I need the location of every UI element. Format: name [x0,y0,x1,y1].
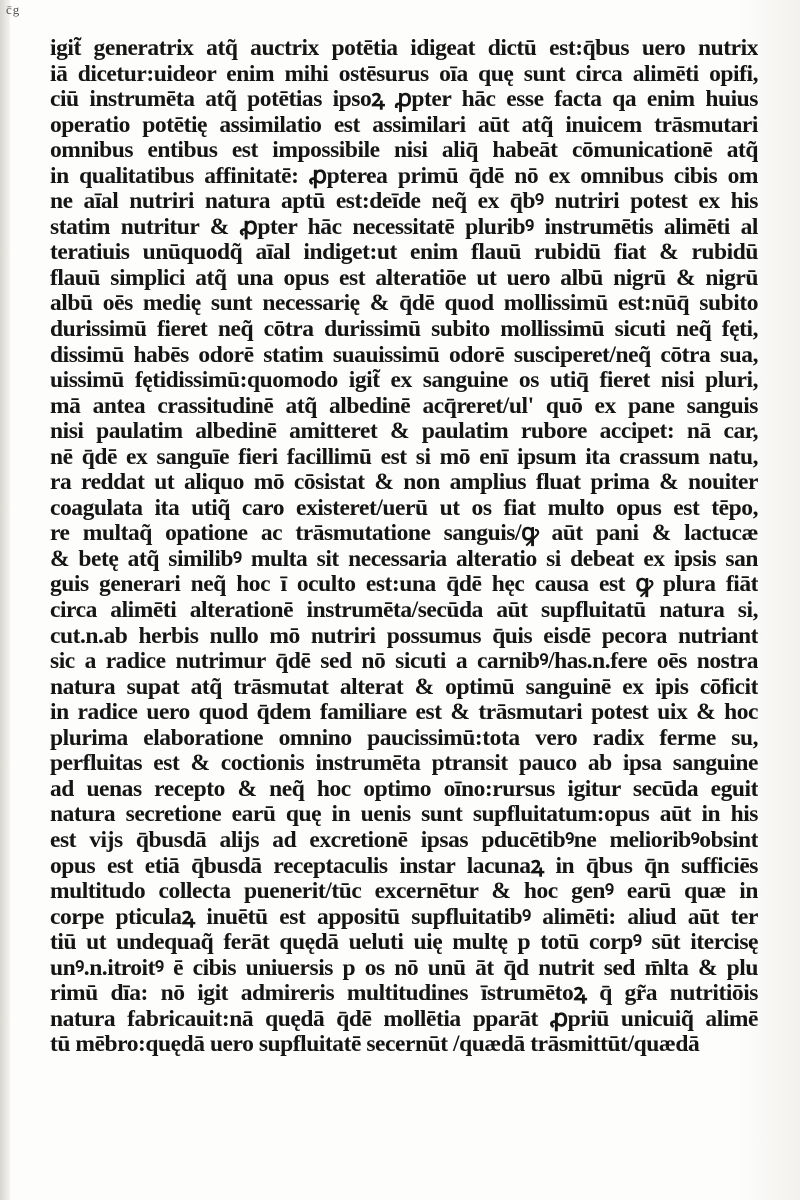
text-line: tū mēbro:quędā uero supfluitatē secernūt /quædā trāsmittūt/quædā [50,1032,700,1058]
text-line: plurima elaboratione omnino paucissimū:tota vero radix ferme su, [50,725,758,751]
text-line: natura fabricauit:nā quędā q̄dē mollētia pparāt ꝓpriū unicuiq̃ alimē [50,1006,758,1032]
text-line: ad uenas recepto & neq̃ hoc optimo oīno:rursus igitur secūda eguit [50,776,758,802]
text-line: opus est etiā q̄busdā receptaculis instar lacunaꝝ in q̄bus q̄n sufficiēs [50,853,758,879]
text-line: ne aīal nutriri natura aptū est:deīde neq̃ ex q̄bꝰ nutriri potest ex his [50,189,758,215]
text-line: statim nutritur & ꝓpter hāc necessitatē pluribꝰ instrumētis alimēti al [50,214,758,240]
text-line: guis generari neq̃ hoc ī oculto est:una q̄dē hęc causa est ꝙ plura fiāt [50,572,758,598]
text-line: ciū instrumēta atq̃ potētias ipsoꝝ ꝓpter hāc esse facta qa enim huius [50,87,758,113]
text-line: in qualitatibus affinitatē: ꝓpterea primū q̄dē nō ex omnibus cibis om [50,163,758,189]
text-line: cut.n.ab herbis nullo mō nutriri possumus q̄uis eisdē pecora nutriant [50,623,758,649]
text-line: nē q̄dē ex sanguīe fieri facillimū est si mō enī ipsum ita crassum natu, [50,444,758,470]
text-line: igit̃ generatrix atq̃ auctrix potētia idigeat dictū est:q̄bus uero nutrix [50,36,758,61]
text-line: rimū dīa: nō igit admireris multitudines īstrumētoꝝ q̄ gr̃a nutritiōis [50,981,758,1007]
text-line: teratiuis unūquodq̃ aīal indiget:ut enim flauū rubidū fiat & rubidū [50,240,758,266]
text-line: corpe pticulaꝝ inuētū est appositū supfluitatibꝰ alimēti: aliud aūt ter [50,904,758,930]
text-line: sic a radice nutrimur q̄dē sed nō sicuti a carnibꝰ/has.n.fere oēs nostra [50,649,758,675]
text-line: durissimū fieret neq̃ cōtra durissimū subito mollissimū sicuti neq̃ fęti, [50,317,758,343]
text-line: unꝰ.n.itroitꝰ ē cibis uniuersis p os nō unū āt q̄d nutrit sed m̄lta & plu [50,955,758,981]
text-line: omnibus entibus est impossibile nisi aliq̄ habeāt cōmunicationē atq̃ [50,138,758,164]
corner-marginalia: c̄g [6,2,21,17]
text-line: multitudo collecta puenerit/tūc excernētur & hoc genꝰ earū quæ in [50,879,758,905]
text-line: dissimū habēs odorē statim suauissimū odorē susciperet/neq̃ cōtra sua, [50,342,758,368]
text-line: uissimū fętidissimū:quomodo igit̃ ex sanguine os utiq̄ fieret nisi pluri, [50,368,758,394]
text-line: flauū simplici atq̃ una opus est alteratiōe ut uero albū nigrū & nigrū [50,265,758,291]
text-line: iā dicetur:uideor enim mihi ostēsurus oīa quę sunt circa alimēti opifi, [50,61,758,87]
text-line: circa alimēti alterationē instrumēta/secūda aūt supfluitatū natura si, [50,598,758,624]
text-line: operatio potētię assimilatio est assimilari aūt atq̃ inuicem trāsmutari [50,112,758,138]
text-line: ra reddat ut aliquo mō cōsistat & non amplius fluat prima & nouiter [50,470,758,496]
text-line: natura supat atq̃ trāsmutat alterat & optimū sanguinē ex ipis cōficit [50,674,758,700]
page-gutter-shadow [0,0,10,1200]
text-line: nisi paulatim albedinē amitteret & paulatim rubore accipet: nā car, [50,419,758,445]
text-line: natura secretione earū quę in uenis sunt supfluitatum:opus aūt in his [50,802,758,828]
text-line: est vijs q̄busdā alijs ad excretionē ipsas pducētibꝰne melioribꝰobsint [50,827,758,853]
text-line: re multaq̃ opatione ac trāsmutatione sanguis/ꝙ aūt pani & lactucæ [50,521,758,547]
text-line: tiū ut undequaq̃ ferāt quędā ueluti uię multę p totū corpꝰ sūt itercisę [50,930,758,956]
text-line: albū oēs medię sunt necessarię & q̄dē quod mollissimū est:nūq̄ subito [50,291,758,317]
text-block [50,36,758,1058]
text-line: & betę atq̃ similibꝰ multa sit necessaria alteratio si debeat ex ipsis san [50,546,758,572]
text-line: in radice uero quod q̄dem familiare est & trāsmutari potest uix & hoc [50,700,758,726]
text-line: mā antea crassitudinē atq̃ albedinē acq̄reret/ul' quō ex pane sanguis [50,393,758,419]
text-line: coagulata ita utiq̃ caro existeret/uerū ut os fiat multo opus est tēpo, [50,495,758,521]
text-line: perfluitas est & coctionis instrumēta ptransit pauco ab ipsa sanguine [50,751,758,777]
